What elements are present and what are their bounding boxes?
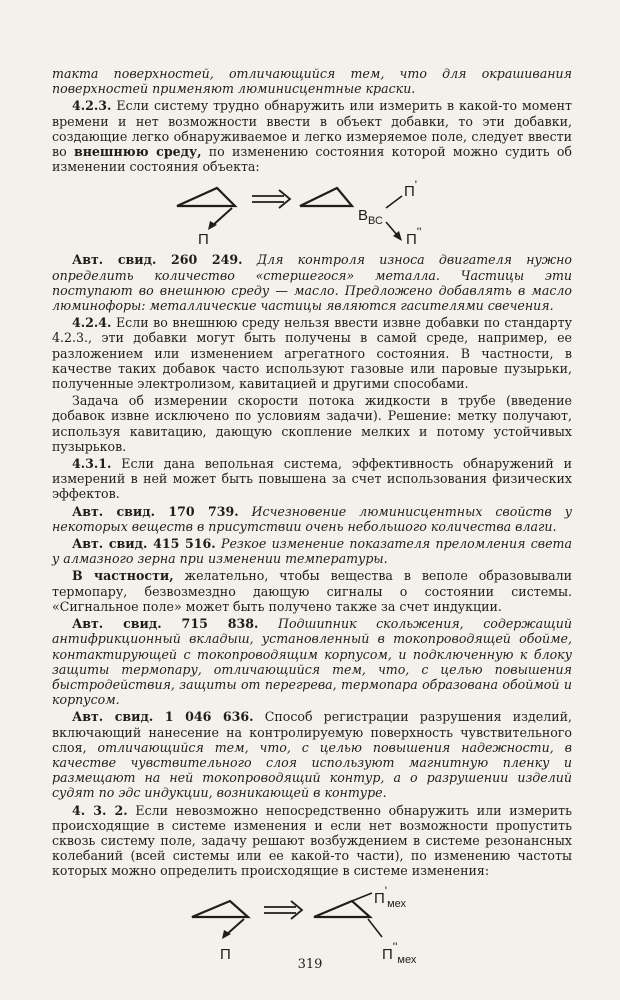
page-number: 319 (297, 957, 323, 972)
patent-170739 (52, 504, 572, 534)
text-run: Если дана вепольная система, эффективность обнаружений и измерений в ней может быть повышена за счет использования физических эффектов. (52, 456, 572, 502)
diagram-external-medium (52, 178, 572, 250)
patent-260249 (52, 252, 572, 313)
field-label-top: $П'_{мех}$ (374, 883, 407, 910)
field-line-top (352, 893, 372, 901)
patent-ref: Авт. свид. 1 046 636. (72, 709, 254, 725)
paragraph-4-2-4 (52, 315, 572, 391)
substance-triangle-right (314, 901, 370, 917)
section-number: 4. 3. 2. (72, 802, 128, 818)
text-run: Резкое изменение показателя преломления света у алмазного зерна при изменении температуры. (52, 536, 572, 567)
text-run: Если систему трудно обнаружить или измерить в какой-то момент времени и нет возможности ввести в объект добавки, то эти добавки, создающие легко обнаруживаемое и легко измеряемое поле, следует ввести во (52, 98, 572, 160)
field-label-bottom: П'' (406, 225, 422, 249)
field-label-top: П' (404, 178, 418, 201)
bold-term: внешнюю среду, (73, 144, 202, 160)
substance-triangle-left (192, 901, 248, 917)
diagram-resonance (52, 883, 572, 969)
section-number: 4.2.4. (72, 315, 112, 331)
text-run: Для контроля износа двигателя нужно определить количество «стершегося» металла. Частицы эти поступают во внешнюю среду — масло. Предложено добавлять в масло люминофоры: металлические частицы являются гасителями свечения. (52, 252, 572, 314)
field-arrow-left (226, 919, 244, 935)
text-run: Подшипник скольжения, содержащий антифрикционный вкладыш, установленный в токопроводящей обойме, контактирующей с токопроводящим корпусом, и подключенную к блоку защиты термопару, отличающийся тем, что, с целью повышения быстродействия, защиты от перегрева, термопара образована обоймой и корпусом. (52, 616, 572, 708)
paragraph-4-3-1 (52, 456, 572, 502)
section-number: 4.3.1. (72, 456, 112, 472)
medium-label: $В_{ВС}$ (358, 207, 383, 228)
patent-715838 (52, 616, 572, 707)
patent-ref: Авт. свид. 415 516. (72, 536, 216, 552)
field-arrow-left (212, 208, 232, 226)
paragraph-continuation (52, 66, 572, 96)
double-arrow-head (291, 901, 302, 919)
double-arrow-head (279, 190, 290, 208)
text-run: по изменению состояния которой можно судить об изменении состояния объекта: (52, 144, 572, 175)
text-run: Исчезновение люминисцентных свойств у некоторых веществ в присутствии очень небольшого количества влаги. (52, 503, 572, 534)
bold-term: В частности, (72, 568, 174, 584)
field-label-bottom: $П''_{мех}$ (382, 939, 417, 966)
patent-ref: Авт. свид. 715 838. (72, 616, 259, 632)
substance-triangle-left (177, 188, 235, 206)
text-run: Задача об измерении скорости потока жидкости в трубе (введение добавок извне исключено по условиям задачи). Решение: метку получают, используя кавитацию, дающую скопление мелких и потому устойчивых пузырьков. (52, 393, 572, 454)
text-run: такта поверхностей, отличающийся тем, что для окрашивания поверхностей применяют люминисцентные краски. (52, 66, 572, 97)
patent-415516 (52, 536, 572, 566)
substance-triangle-right (300, 188, 352, 206)
paragraph-4-2-3 (52, 98, 572, 174)
text-run: Способ регистрации разрушения изделий, включающий нанесение на контролируемую поверхность чувствительного слоя, (52, 709, 573, 755)
paragraph-thermocouple (52, 568, 572, 614)
patent-ref: Авт. свид. 170 739. (72, 503, 239, 519)
field-label-left: П (198, 231, 209, 249)
paragraph-flow-task (52, 393, 572, 454)
patent-ref: Авт. свид. 260 249. (72, 252, 243, 268)
text-run: желательно, чтобы вещества в веполе образовывали термопару, безвозмездно дающую сигналы о состоянии системы. «Сигнальное поле» может быть получено также за счет индукции. (52, 568, 572, 614)
section-number: 4.2.3. (72, 98, 112, 114)
patent-1046636 (52, 709, 572, 800)
paragraph-4-3-2 (52, 803, 572, 879)
text-run: Если невозможно непосредственно обнаружить или измерить происходящие в системе изменения и если нет возможности пропустить сквозь систему поле, задачу решают возбуждением в системе резонансных колебаний (всей системы или ее какой-то части), по изменению частоты которых можно определить происходящие в системе изменения: (52, 802, 573, 879)
field-line-bottom (368, 919, 382, 937)
text-run: отличающийся тем, что, с целью повышения надежности, в качестве чувствительного слоя используют магнитную пленку и размещают на ней токопроводящий контур, а о разрушении изделий судят по эдс индукции, возникающей в контуре. (52, 739, 572, 801)
text-run: Если во внешнюю среду нельзя ввести извне добавки по стандарту 4.2.3., эти добавки могут быть получены в самой среде, например, ее разложением или изменением агрегатного состояния. В частности, в качестве таких добавок часто используют газовые или паровые пузырьки, полученные электролизом, кавитацией и другими способами. (52, 315, 572, 392)
field-label-left: П (220, 945, 231, 963)
field-line-top (386, 196, 402, 208)
